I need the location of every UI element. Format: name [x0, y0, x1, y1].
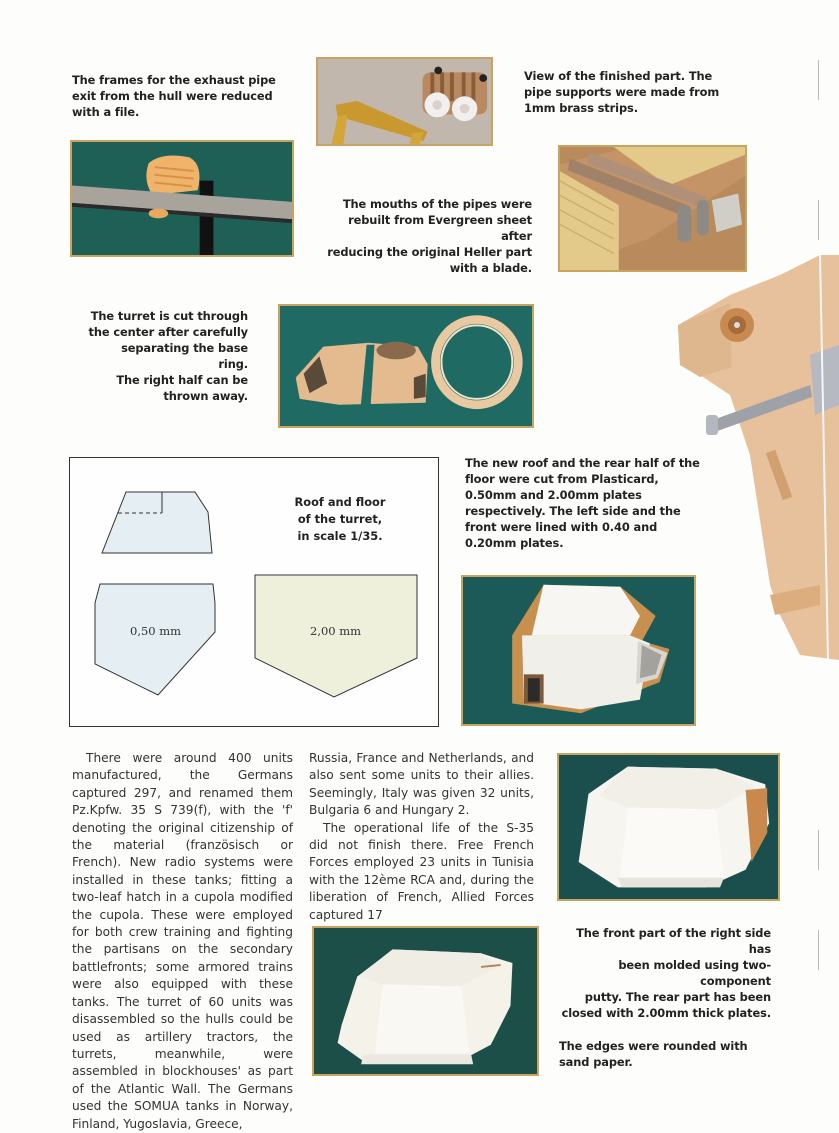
caption-front-part: [555, 925, 771, 1021]
caption-line: rebuilt from Evergreen sheet after: [348, 213, 532, 243]
photo-turret-right: [557, 753, 780, 901]
caption-line: separating the base ring.: [121, 341, 248, 371]
body-paragraph: There were around 400 units manufactured, the Germans captured 297, and renamed them Pz.Kpfw. 35 S 739(f), with the 'f' denoting the original citizenship of the material (französisch or French). New radio systems were installed in these tanks; fitting a two-leaf hatch in a cupola modified the cupola. These were employed for both crew training and fighting the partisans on the secondary battlefronts; some armored trains were also equipped with these tanks. The turret of 60 units was disassembled so the hulls could be used as artillery tractors, the turrets, meanwhile, were assembled in blockhouses' as part of the Atlantic Wall. The Germans used the SOMUA tanks in Norway, Finland, Yugoslavia, Greece,: [72, 751, 293, 1131]
caption-line: 1mm brass strips.: [524, 101, 638, 115]
caption-line: front were lined with 0.40 and: [465, 520, 658, 534]
body-text-column-1: [72, 750, 293, 1133]
photo-exhaust-installed: [558, 145, 747, 272]
turret-plates-diagram: [69, 457, 439, 727]
caption-finished-part: [524, 68, 734, 116]
thin-plate-shape: [95, 584, 215, 695]
caption-frames: [72, 72, 292, 120]
photo-new-roof: [461, 575, 696, 726]
caption-line: putty. The rear part has been: [584, 990, 771, 1004]
caption-line: The mouths of the pipes were: [342, 197, 532, 211]
diagram-title-line: in scale 1/35.: [297, 529, 383, 543]
caption-line: exit from the hull were reduced: [72, 89, 273, 103]
margin-mark: [818, 60, 819, 100]
caption-line: been molded using two-component: [618, 958, 771, 988]
body-text-column-2: [309, 750, 534, 924]
body-paragraph: Russia, France and Netherlands, and also sent some units to their allies. Seemingly, Italy was given 32 units, Bulgaria 6 and Hungary 2.: [309, 751, 534, 818]
caption-line: The frames for the exhaust pipe: [72, 73, 276, 87]
body-paragraph: The operational life of the S-35 did not finish there. Free French Forces employed 23 units in Tunisia with the 12ème RCA and, during the liberation of French, Allied Forces captured 17: [309, 820, 534, 922]
caption-line: floor were cut from Plasticard,: [465, 472, 659, 486]
caption-line: with a file.: [72, 105, 140, 119]
margin-mark: [818, 930, 819, 970]
photo-hull-side: [670, 255, 839, 660]
caption-line: pipe supports were made from: [524, 85, 720, 99]
caption-edges: [559, 1038, 779, 1070]
photo-file-on-frame: [70, 140, 294, 257]
diagram-title: [270, 494, 410, 545]
caption-line: 0.50mm and 2.00mm plates: [465, 488, 642, 502]
caption-line: The new roof and the rear half of the: [465, 456, 700, 470]
photo-turret-rounded: [312, 926, 539, 1076]
caption-line: with a blade.: [449, 261, 532, 275]
diagram-title-line: Roof and floor: [294, 495, 386, 509]
caption-line: thrown away.: [163, 389, 248, 403]
caption-line: closed with 2.00mm thick plates.: [561, 1006, 771, 1020]
caption-line: reducing the original Heller part: [327, 245, 532, 259]
caption-mouths: [318, 196, 532, 276]
roof-plate-shape: [102, 492, 212, 553]
caption-line: The front part of the right side has: [576, 926, 771, 956]
photo-turret-cut: [278, 304, 534, 428]
caption-line: The edges were rounded with: [559, 1039, 748, 1053]
caption-line: sand paper.: [559, 1055, 633, 1069]
caption-turret-cut: [88, 308, 248, 404]
thick-plate-label: 2,00 mm: [310, 624, 362, 638]
caption-line: respectively. The left side and the: [465, 504, 681, 518]
photo-brass-supports: [316, 57, 493, 146]
caption-line: The turret is cut through: [90, 309, 248, 323]
margin-mark: [818, 830, 819, 870]
thin-plate-label: 0,50 mm: [130, 624, 182, 638]
margin-mark: [818, 200, 819, 240]
caption-line: the center after carefully: [88, 325, 248, 339]
caption-line: 0.20mm plates.: [465, 536, 564, 550]
diagram-title-line: of the turret,: [297, 512, 383, 526]
caption-line: View of the finished part. The: [524, 69, 713, 83]
caption-line: The right half can be: [116, 373, 248, 387]
